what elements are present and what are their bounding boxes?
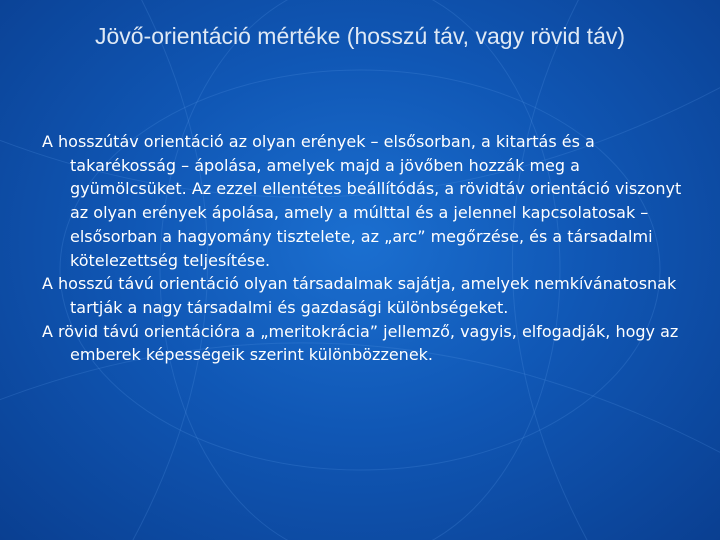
slide-body (42, 130, 682, 367)
paragraph-long-term-orientation: A hosszútáv orientáció az olyan erények – elsősorban, a kitartás és a takarékosság – ápolása, amelyek majd a jövőben hozzák meg a gyümölcsüket. Az ezzel ellentétes beállítódás, a rövidtáv orientáció viszonyt az olyan erények ápolása, amely a múlttal és a jelennel kapcsolatosak – elsősorban a hagyomány tisztelete, az „arc” megőrzése, és a társadalmi kötelezettség teljesítése. (42, 132, 682, 270)
slide-title: Jövő-orientáció mértéke (hosszú táv, vagy rövid táv) (94, 23, 626, 49)
paragraph-short-term-meritocracy: A rövid távú orientációra a „meritokrácia” jellemző, vagyis, elfogadják, hogy az emberek képességeik szerint különbözzenek. (42, 321, 679, 365)
paragraph-long-term-societies: A hosszú távú orientáció olyan társadalmak sajátja, amelyek nemkívánatosnak tartják a nagy társadalmi és gazdasági különbségeket. (42, 274, 677, 317)
